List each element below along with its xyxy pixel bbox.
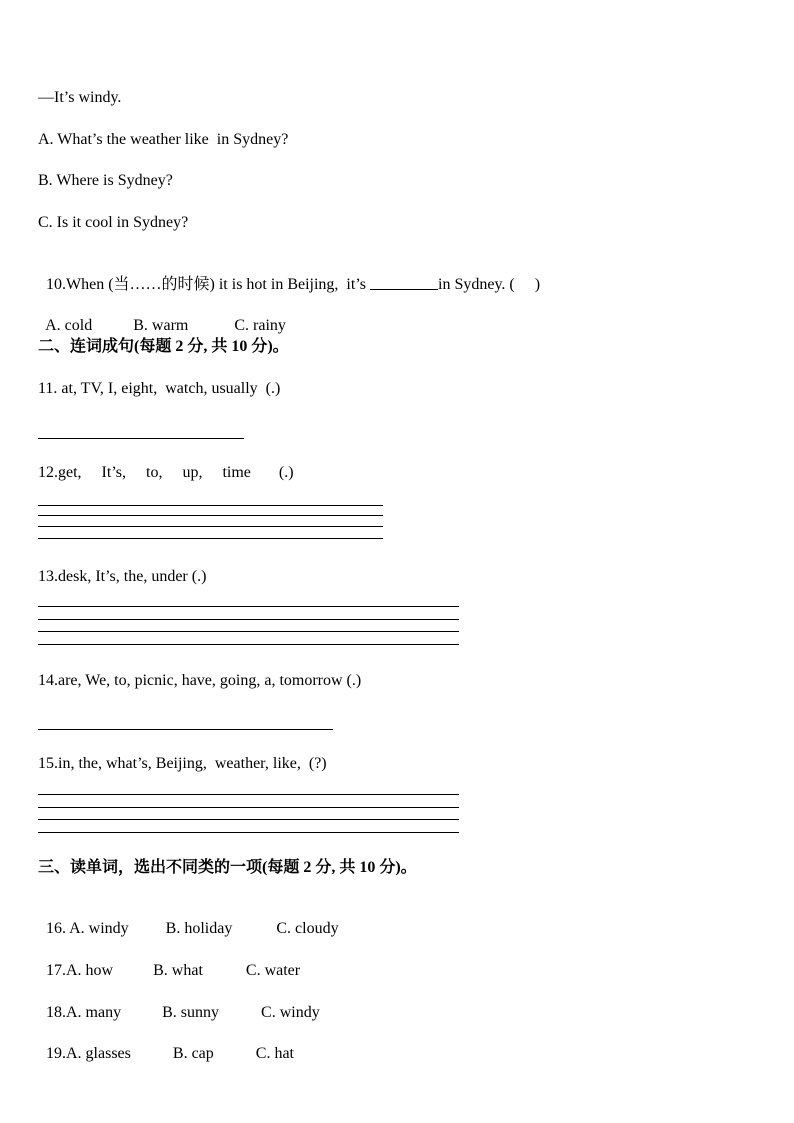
q11-answer-line[interactable] bbox=[38, 438, 244, 439]
q17-option-b: B. what bbox=[153, 962, 203, 979]
q10-option-b: B. warm bbox=[133, 317, 189, 334]
q17-option-c: C. water bbox=[245, 962, 301, 979]
q9-option-a: A. What’s the weather like in Sydney? bbox=[38, 131, 289, 148]
q17-row bbox=[38, 941, 300, 981]
q18-option-c: C. windy bbox=[261, 1004, 320, 1021]
q15-answer-line-2[interactable] bbox=[38, 807, 459, 808]
q10-stem-before: 10.When (当……的时候) it is hot in Beijing, it’s bbox=[46, 276, 370, 293]
q15-words: 15.in, the, what’s, Beijing, weather, like, (?) bbox=[38, 755, 327, 772]
q13-answer-line-3[interactable] bbox=[38, 631, 459, 632]
q13-answer-line-4[interactable] bbox=[38, 644, 459, 645]
q12-answer-line-2[interactable] bbox=[38, 515, 383, 516]
q15-answer-line-4[interactable] bbox=[38, 832, 459, 833]
q16-option-b: B. holiday bbox=[165, 920, 233, 937]
q9-answer-line: —It’s windy. bbox=[38, 89, 122, 106]
q12-answer-line-1[interactable] bbox=[38, 505, 383, 506]
q9-option-c: C. Is it cool in Sydney? bbox=[38, 214, 189, 231]
section3-title: 三、读单词，选出不同类的一项(每题 2 分, 共 10 分)。 bbox=[38, 859, 417, 876]
q10-option-c: C. rainy bbox=[234, 317, 286, 334]
q19-option-a: 19.A. glasses bbox=[46, 1045, 131, 1062]
q10-options bbox=[38, 296, 286, 336]
q16-row bbox=[38, 899, 339, 939]
q16-option-c: C. cloudy bbox=[276, 920, 339, 937]
q12-answer-line-4[interactable] bbox=[38, 538, 383, 539]
q19-row bbox=[38, 1024, 294, 1064]
q13-answer-line-1[interactable] bbox=[38, 606, 459, 607]
q18-option-a: 18.A. many bbox=[46, 1004, 122, 1021]
q19-option-b: B. cap bbox=[172, 1045, 214, 1062]
q9-option-b: B. Where is Sydney? bbox=[38, 172, 173, 189]
q15-answer-line-3[interactable] bbox=[38, 819, 459, 820]
q10-option-a: A. cold bbox=[45, 317, 93, 334]
q10-stem-after: in Sydney. ( ) bbox=[438, 276, 541, 293]
q16-option-a: 16. A. windy bbox=[46, 920, 129, 937]
q18-option-b: B. sunny bbox=[162, 1004, 220, 1021]
q12-answer-line-3[interactable] bbox=[38, 526, 383, 527]
q14-words: 14.are, We, to, picnic, have, going, a, tomorrow (.) bbox=[38, 672, 362, 689]
q13-words: 13.desk, It’s, the, under (.) bbox=[38, 568, 207, 585]
q12-words: 12.get, It’s, to, up, time (.) bbox=[38, 464, 294, 481]
q14-answer-line[interactable] bbox=[38, 729, 333, 730]
q17-option-a: 17.A. how bbox=[46, 962, 114, 979]
q13-answer-line-2[interactable] bbox=[38, 619, 459, 620]
q19-option-c: C. hat bbox=[255, 1045, 294, 1062]
q10-stem bbox=[38, 255, 540, 295]
q10-answer-blank[interactable] bbox=[370, 275, 438, 290]
q18-row bbox=[38, 983, 320, 1023]
q15-answer-line-1[interactable] bbox=[38, 794, 459, 795]
section2-title: 二、连词成句(每题 2 分, 共 10 分)。 bbox=[38, 338, 289, 355]
q11-words: 11. at, TV, I, eight, watch, usually (.) bbox=[38, 380, 281, 397]
